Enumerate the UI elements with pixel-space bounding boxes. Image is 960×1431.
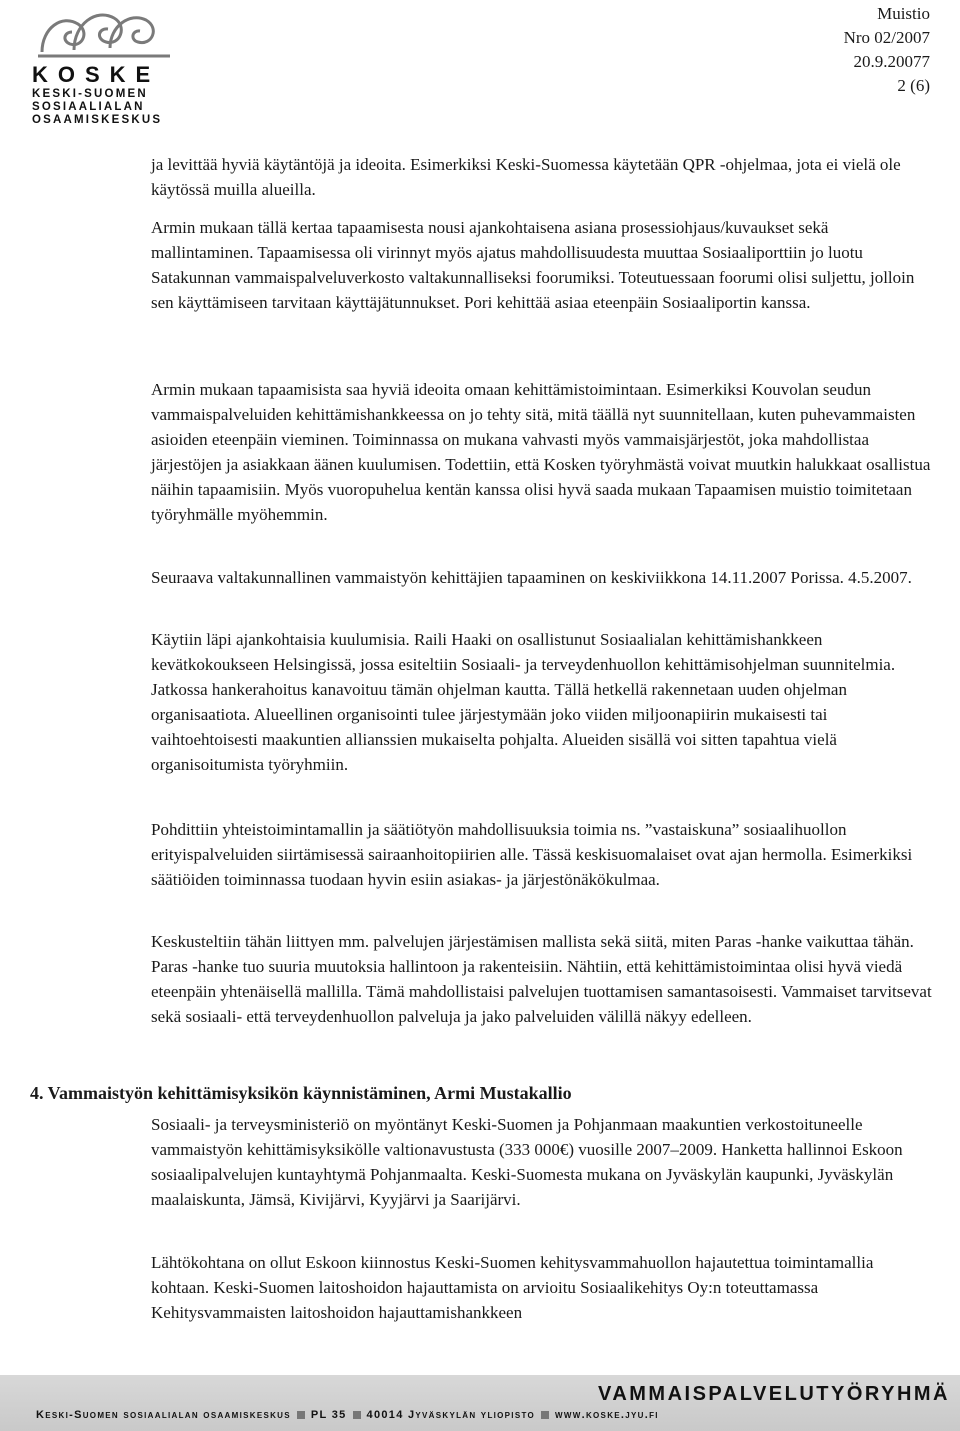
- footer: [0, 1375, 960, 1431]
- paragraph-5: [151, 627, 933, 777]
- section-4-paragraph-2: [151, 1250, 933, 1325]
- paragraph-6: [151, 817, 933, 892]
- paragraph-text: Sosiaali- ja terveysministeriö on myöntänyt Keski-Suomen ja Pohjanmaan maakuntien verkostoituneelle vammaistyön kehittämisyksikölle valtionavustusta (333 000€) vuosille 2007–2009. Hanketta hallinnoi Eskoon sosiaalipalvelujen kuntayhtymä Pohjanmaalta. Keski-Suomesta mukana on Jyväskylän kaupunki, Jyväskylän maalaiskunta, Jämsä, Kivijärvi, Kyyjärvi ja Saarijärvi.: [151, 1115, 903, 1209]
- paragraph-2: [151, 215, 933, 315]
- footer-title: VAMMAISPALVELUTYÖRYHMÄ: [597, 1383, 950, 1405]
- logo-line-3: OSAAMISKESKUS: [32, 114, 163, 126]
- paragraph-text: Armin mukaan tapaamisista saa hyviä ideoita omaan kehittämistoimintaan. Esimerkiksi Kouvolan seudun vammaispalveluiden kehittämishankkeessa on jo tehty sitä, mitä täällä nyt suunnitellaan, kuten puhevammaisten asioiden eteenpäin vieminen. Toiminnassa on mukana vahvasti myös vammaisjärjestöt, joka mahdollistaa järjestöjen ja asiakkaan äänen kuulumisen. Todettiin, että Kosken työryhmästä voivat muutkin halukkaat osallistua näihin tapaamisiin. Myös vuoropuhelua kentän kanssa olisi hyvä saada mukaan Tapaamisen muistio toimitetaan työryhmälle myöhemmin.: [151, 380, 931, 524]
- paragraph-text: Käytiin läpi ajankohtaisia kuulumisia. Raili Haaki on osallistunut Sosiaalialan kehittämishankkeen kevätkokoukseen Helsingissä, jossa esiteltiin Sosiaali- ja terveydenhuollon kehittämisohjelman suunnitelmia. Jatkossa hankerahoitus kanavoituu tämän ohjelman kautta. Tällä hetkellä rakennetaan uuden ohjelman organisaatiota. Alueellinen organisointi tulee järjestymään joko viiden miljoonapiirin mukaisesti tai vaihtoehtoisesti maakuntien allianssien mukaiselta pohjalta. Alueiden sisällä voi sitten tapahtua vielä organisoitumista työryhmiin.: [151, 630, 896, 774]
- logo-brand: KOSKE: [32, 62, 161, 87]
- koske-logo: [26, 4, 176, 124]
- separator-square-icon: [541, 1411, 549, 1419]
- koske-logo-emblem-icon: [34, 4, 174, 60]
- paragraph-text: ja levittää hyviä käytäntöjä ja ideoita. Esimerkiksi Keski-Suomessa käytetään QPR -ohjelmaa, jota ei vielä ole käytössä muilla alueilla.: [151, 155, 901, 199]
- doc-type: Muistio: [877, 4, 930, 23]
- logo-line-2: SOSIAALIALAN: [32, 101, 145, 113]
- section-4-heading: 4. Vammaistyön kehittämisyksikön käynnistäminen, Armi Mustakallio: [30, 1083, 572, 1103]
- footer-contact: [36, 1409, 952, 1421]
- separator-square-icon: [353, 1411, 361, 1419]
- paragraph-text: Lähtökohtana on ollut Eskoon kiinnostus Keski-Suomen kehitysvammahuollon hajautettua toimintamallia kohtaan. Keski-Suomen laitoshoidon hajauttamista on arvioitu Sosiaalikehitys Oy:n toteuttamassa Kehitysvammaisten laitoshoidon hajauttamishankkeen: [151, 1253, 874, 1322]
- paragraph-4: [151, 565, 933, 590]
- paragraph-text: Armin mukaan tällä kertaa tapaamisesta nousi ajankohtaisena asiana prosessiohjaus/kuvaukset sekä mallintaminen. Tapaamisessa oli virinnyt myös ajatus mahdollisuudesta muuttaa Sosiaaliporttiin jo luotu Satakunnan vammaispalveluverkosto valtakunnalliseksi foorumiksi. Toteutuessaan foorumi olisi suljettu, jolloin sen käyttämiseen tarvitaan käyttäjätunnukset. Pori kehittää asiaa eteenpäin Sosiaaliportin kanssa.: [151, 218, 915, 312]
- footer-web[interactable]: www.koske.jyu.fi: [555, 1409, 659, 1421]
- paragraph-text: Seuraava valtakunnallinen vammaistyön kehittäjien tapaaminen on keskiviikkona 14.11.2007 Porissa. 4.5.2007.: [151, 568, 912, 587]
- document-meta: [844, 2, 930, 98]
- paragraph-text: Keskusteltiin tähän liittyen mm. palvelujen järjestämisen mallista sekä siitä, miten Paras -hanke vaikuttaa tähän. Paras -hanke tuo suuria muutoksia hallintoon ja rakenteisiin. Nähtiin, että kehittämistoimintaa olisi hyvä viedä eteenpäin yhtenäisellä mallilla. Tämä mahdollistaisi palvelujen tuottamisen samantasoisesti. Vammaiset tarvitsevat sekä sosiaali- että terveydenhuollon palveluja ja jako palveluiden välillä näkyy edelleen.: [151, 932, 932, 1026]
- footer-org: Keski-Suomen sosiaalialan osaamiskeskus: [36, 1409, 291, 1421]
- separator-square-icon: [297, 1411, 305, 1419]
- page-number: 2 (6): [897, 76, 930, 95]
- footer-address: 40014 Jyväskylän yliopisto: [366, 1409, 536, 1421]
- doc-date: 20.9.20077: [853, 52, 930, 71]
- section-4-paragraph-1: [151, 1112, 933, 1212]
- logo-line-1: KESKI-SUOMEN: [32, 88, 148, 100]
- paragraph-3: [151, 377, 933, 527]
- paragraph-text: Pohdittiin yhteistoimintamallin ja säätiötyön mahdollisuuksia toimia ns. ”vastaiskuna” sosiaalihuollon erityispalveluiden siirtämisessä sairaanhoitopiirien alle. Tässä keskisuomalaiset ovat ajan hermolla. Esimerkiksi säätiöiden toiminnassa tuodaan hyvin esiin asiakas- ja järjestönäkökulmaa.: [151, 820, 913, 889]
- paragraph-7: [151, 929, 933, 1029]
- paragraph-1: [151, 152, 933, 202]
- doc-number: Nro 02/2007: [843, 28, 930, 47]
- footer-pobox: PL 35: [310, 1409, 347, 1421]
